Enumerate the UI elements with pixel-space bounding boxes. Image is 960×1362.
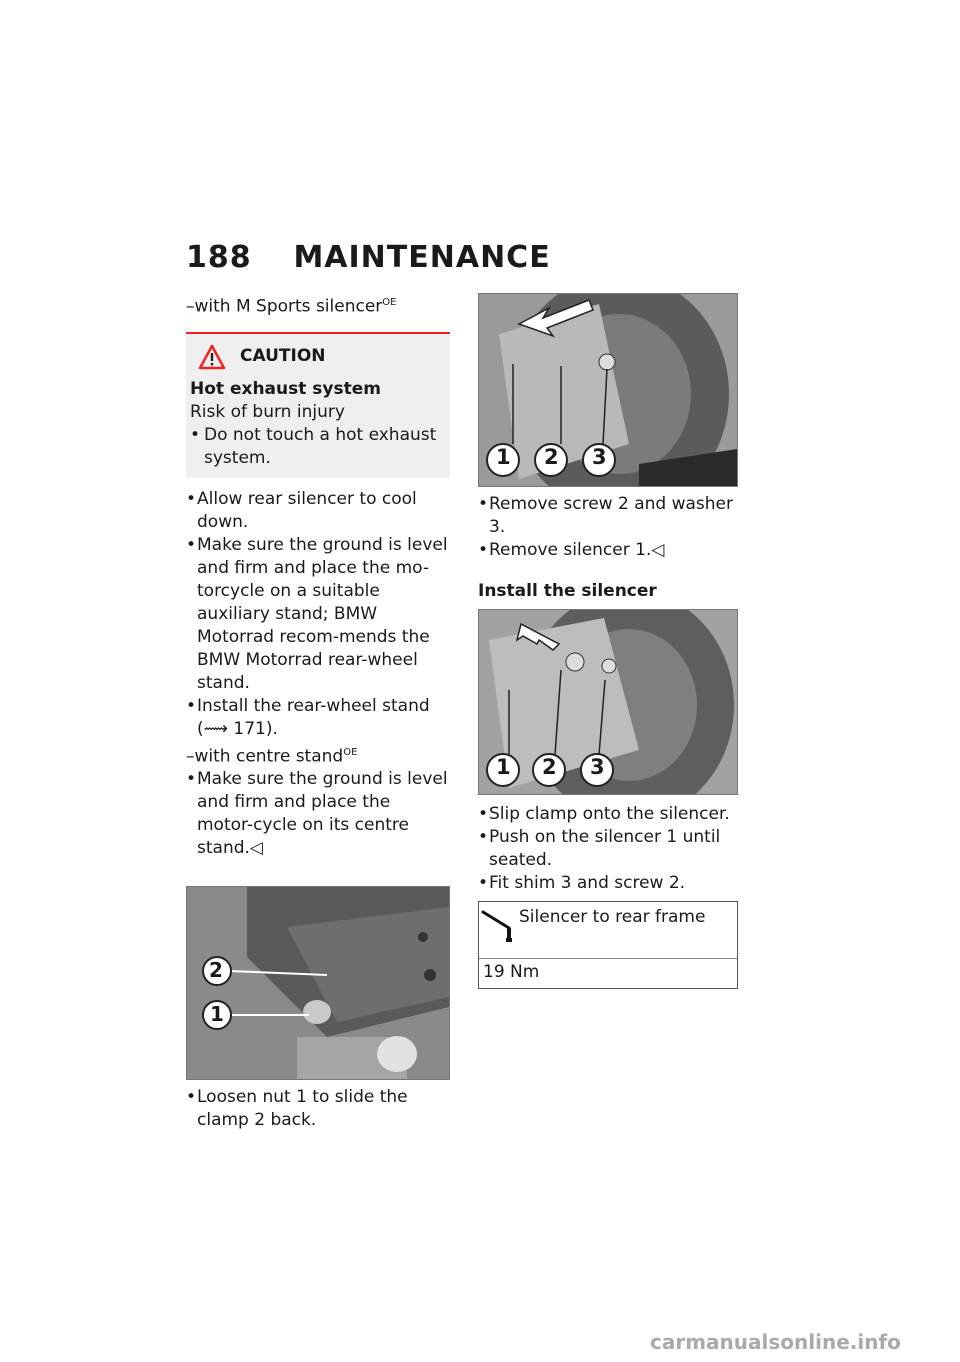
left-column — [186, 291, 450, 1132]
step-list-1 — [186, 488, 450, 741]
photo-remove-silencer — [478, 293, 738, 487]
photo-remove-silencer-illustration — [479, 294, 737, 486]
photo-install-silencer-illustration — [479, 610, 737, 794]
section-title: MAINTENANCE — [293, 240, 551, 275]
list-item: • Fit shim 3 and screw 2. — [478, 873, 686, 893]
list-item: • Remove screw 2 and washer 3. — [478, 494, 733, 537]
callout-2: 2 — [542, 755, 557, 779]
torque-wrench-icon — [479, 902, 519, 958]
callout-1: 1 — [496, 445, 511, 469]
condition-m-sports: –with M Sports silencer$^{OE}$ — [186, 296, 397, 317]
callout-1: 1 — [210, 1002, 224, 1027]
callout-2: 2 — [544, 445, 559, 469]
condition-centre-stand: –with centre stand$^{OE}$ — [186, 746, 358, 767]
step-list-remove — [478, 493, 738, 562]
callout-3: 3 — [590, 755, 605, 779]
caution-bullet: • Do not touch a hot exhaust system. — [190, 424, 437, 468]
photo-install-silencer — [478, 609, 738, 795]
list-item: • Install the rear-wheel stand (⟿ 171). — [186, 695, 430, 739]
photo-clamp-nut — [186, 886, 450, 1080]
list-item: • Remove silencer 1.◁ — [478, 540, 665, 560]
caution-box — [186, 332, 450, 478]
list-item: • Make sure the ground is level and firm and place the mo-torcycle on a suitable auxiliary stand; BMW Motorrad recom-mends the BMW Motorrad rear-wheel stand. — [186, 534, 448, 693]
photo-clamp-nut-illustration — [187, 887, 449, 1079]
callout-2: 2 — [209, 958, 223, 983]
step-list-install — [478, 803, 738, 895]
callout-1: 1 — [496, 755, 511, 779]
list-item: • Allow rear silencer to cool down. — [186, 488, 417, 532]
section-install-title: Install the silencer — [478, 581, 657, 601]
list-item: • Loosen nut 1 to slide the clamp 2 back. — [186, 1087, 408, 1131]
warning-triangle-icon — [198, 344, 226, 370]
list-item: • Make sure the ground is level and firm and place the motor-cycle on its centre stand.◁ — [186, 769, 448, 859]
list-item: • Push on the silencer 1 until seated. — [478, 827, 721, 870]
caution-risk: Risk of burn injury — [190, 401, 345, 422]
watermark: carmanualsonline.info — [650, 1330, 901, 1354]
list-item: • Slip clamp onto the silencer. — [478, 804, 730, 824]
torque-spec-table — [478, 901, 738, 989]
torque-value: 19 Nm — [483, 962, 540, 982]
torque-label: Silencer to rear frame — [519, 907, 706, 927]
caution-subtitle: Hot exhaust system — [190, 378, 381, 399]
callout-3: 3 — [592, 445, 607, 469]
page-header — [186, 240, 551, 275]
caution-header — [190, 344, 446, 370]
right-column — [478, 291, 738, 989]
caution-title: CAUTION — [240, 346, 326, 367]
page-number: 188 — [186, 240, 252, 275]
step-list-3 — [186, 1086, 450, 1132]
